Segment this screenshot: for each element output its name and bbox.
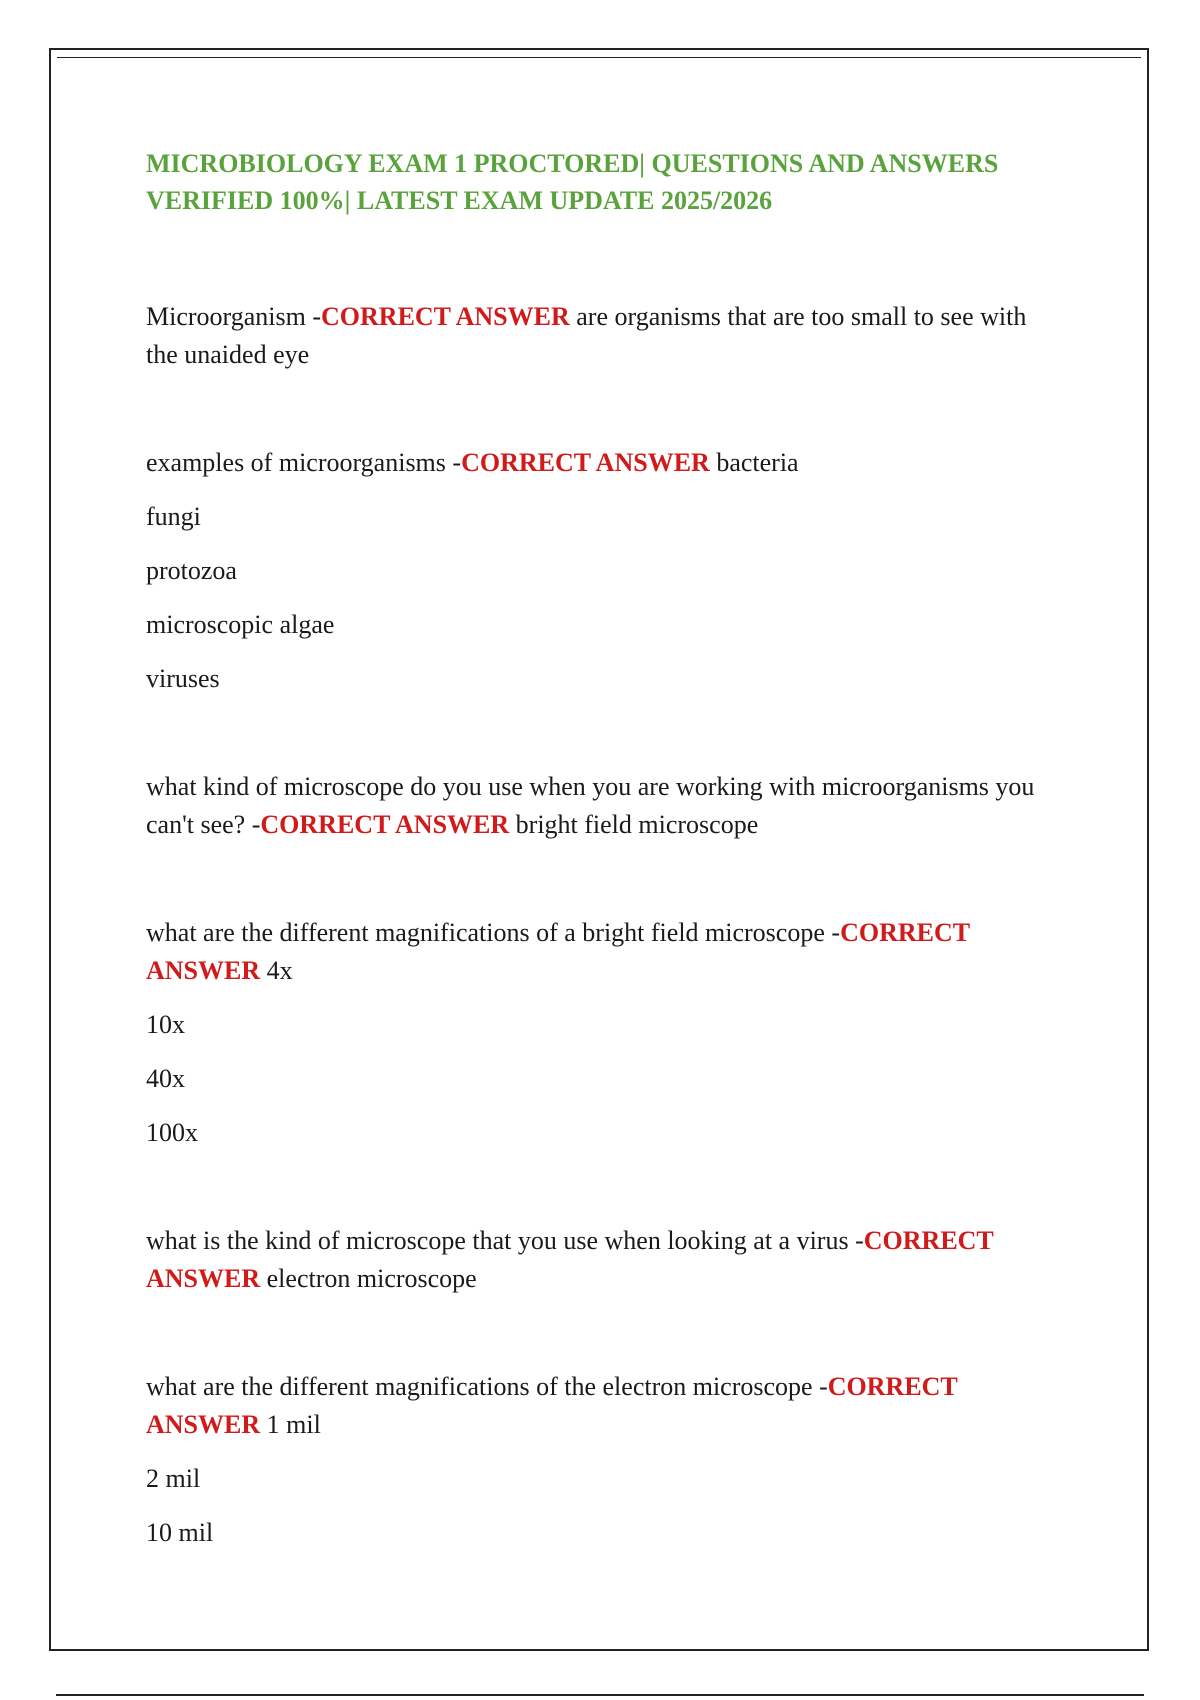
- qa-list: [146, 298, 1056, 1552]
- question-text: examples of microorganisms: [146, 448, 446, 477]
- answer-list-item: 40x: [146, 1064, 185, 1093]
- question-text: Microorganism: [146, 302, 306, 331]
- answer-text: electron microscope: [266, 1264, 477, 1293]
- correct-answer-label: CORRECT ANSWER: [146, 1226, 994, 1293]
- answer-text: are organisms that are too small to see with the unaided eye: [146, 302, 1027, 369]
- qa-line: [146, 768, 1056, 844]
- qa-line: [146, 298, 1056, 374]
- qa-item: [146, 914, 1056, 1152]
- qa-item: [146, 768, 1056, 844]
- answer-list-item: fungi: [146, 502, 201, 531]
- qa-item: [146, 298, 1056, 374]
- answer-list-item: viruses: [146, 664, 220, 693]
- answer-text: 4x: [266, 956, 293, 985]
- question-text: what are the different magnifications of the electron microscope: [146, 1372, 813, 1401]
- qa-item: [146, 1368, 1056, 1552]
- correct-answer-label: CORRECT ANSWER: [146, 1372, 958, 1439]
- qa-item: [146, 444, 1056, 698]
- page-bottom-rule: [56, 1694, 1144, 1696]
- correct-answer-label: CORRECT ANSWER: [461, 448, 710, 477]
- separator: -: [245, 810, 261, 839]
- separator: -: [305, 302, 322, 331]
- correct-answer-label: CORRECT ANSWER: [146, 918, 970, 985]
- answer-list-item: 2 mil: [146, 1464, 201, 1493]
- answer-text: bright field microscope: [515, 810, 759, 839]
- frame-top-rule: [57, 57, 1141, 58]
- qa-line: [146, 444, 1056, 482]
- qa-line: [146, 914, 1056, 990]
- answer-list-item: 10 mil: [146, 1518, 214, 1547]
- separator: -: [812, 1372, 828, 1401]
- document-title: MICROBIOLOGY EXAM 1 PROCTORED| QUESTIONS AND ANSWERS VERIFIED 100%| LATEST EXAM UPDATE 2025/2026: [146, 149, 999, 215]
- separator: -: [445, 448, 462, 477]
- answer-text: bacteria: [716, 448, 799, 477]
- answer-list-item: 10x: [146, 1010, 185, 1039]
- separator: -: [824, 918, 841, 947]
- answer-list-item: 100x: [146, 1118, 198, 1147]
- question-text: what is the kind of microscope that you use when looking at a virus: [146, 1226, 849, 1255]
- correct-answer-label: CORRECT ANSWER: [260, 810, 510, 839]
- document-content: [146, 145, 1056, 1622]
- question-text: what are the different magnifications of a bright field microscope: [146, 918, 825, 947]
- answer-list-item: microscopic algae: [146, 610, 335, 639]
- answer-list-item: protozoa: [146, 556, 237, 585]
- qa-line: [146, 1222, 1056, 1298]
- answer-text: 1 mil: [266, 1410, 321, 1439]
- qa-line: [146, 1368, 1056, 1444]
- qa-item: [146, 1222, 1056, 1298]
- question-text: what kind of microscope do you use when you are working with microorganisms you can't see?: [146, 772, 1035, 839]
- correct-answer-label: CORRECT ANSWER: [321, 302, 570, 331]
- separator: -: [848, 1226, 864, 1255]
